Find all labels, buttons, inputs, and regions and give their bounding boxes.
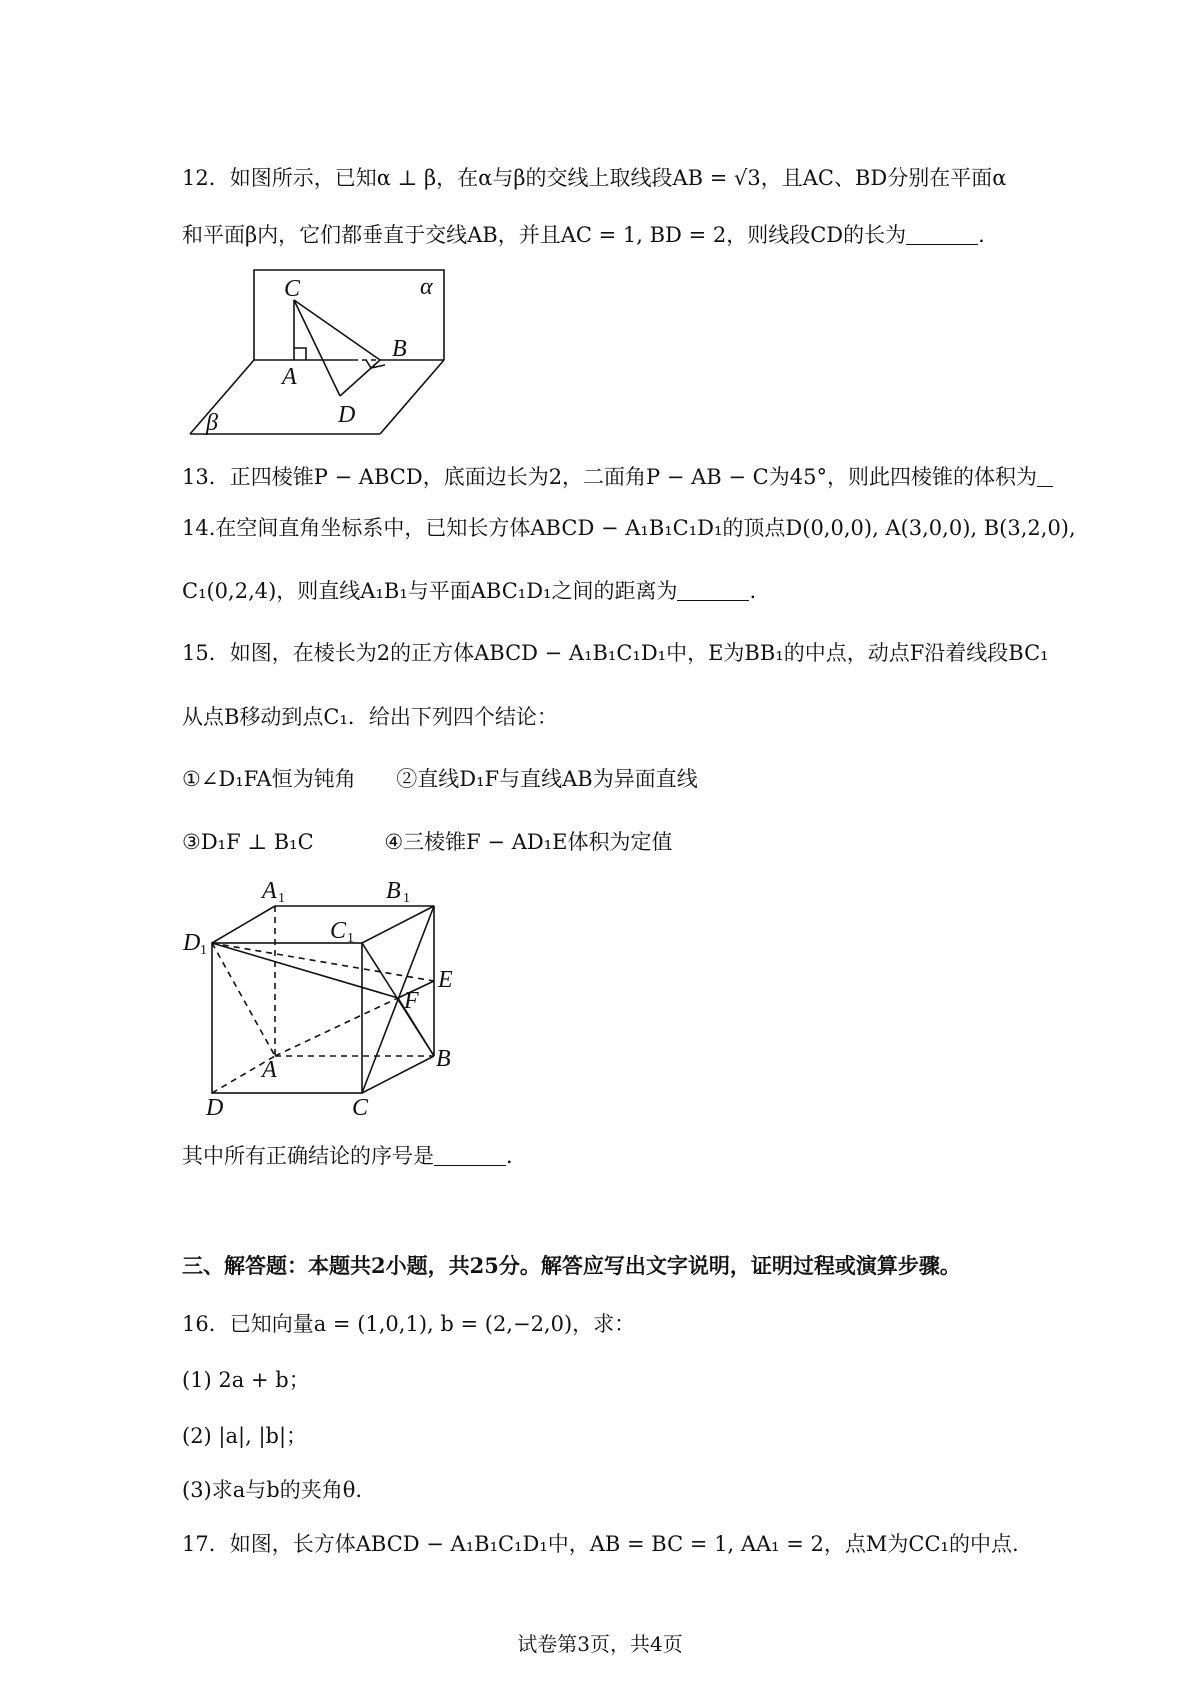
q16-part3: (3)求a与b的夹角θ. bbox=[182, 1478, 363, 1502]
q14-line2-text: C₁(0,2,4)，则直线A₁B₁与平面ABC₁D₁之间的距离为 bbox=[182, 579, 678, 603]
q15-conclusions-row1 bbox=[182, 769, 698, 790]
q12-line1: 12．如图所示，已知α ⊥ β，在α与β的交线上取线段AB = √3，且AC、BD分别在平面α bbox=[182, 166, 1007, 190]
q15-label-B: B bbox=[436, 1046, 451, 1072]
q15-conclusion-2: ②直线D₁F与直线AB为异面直线 bbox=[396, 767, 698, 791]
q15-label-A1-sub: 1 bbox=[278, 891, 285, 906]
q12-line2 bbox=[182, 224, 985, 246]
q15-label-D: D bbox=[206, 1095, 224, 1120]
q15-label-B1: B bbox=[386, 878, 401, 904]
q15-conclusion-3: ③D₁F ⊥ B₁C bbox=[182, 830, 314, 854]
q15-conclusion-4: ④三棱锥F − AD₁E体积为定值 bbox=[384, 830, 673, 854]
q14-line1: 14.在空间直角坐标系中，已知长方体ABCD − A₁B₁C₁D₁的顶点D(0,0,0), A(3,0,0), B(3,2,0), bbox=[182, 516, 1076, 540]
q15-label-A1: A bbox=[262, 878, 277, 904]
q15-line2: 从点B移动到点C₁．给出下列四个结论： bbox=[182, 705, 558, 729]
q12-label-B: B bbox=[392, 336, 407, 362]
q15-answer-blank bbox=[434, 1145, 506, 1166]
q16-part1: (1) 2a + b； bbox=[182, 1368, 310, 1392]
q14-line2 bbox=[182, 580, 756, 602]
q15-line1: 15．如图，在棱长为2的正方体ABCD − A₁B₁C₁D₁中，E为BB₁的中点，动点F沿着线段BC₁ bbox=[182, 641, 1049, 665]
q12-answer-blank bbox=[906, 224, 978, 245]
q15-ask-text: 其中所有正确结论的序号是 bbox=[182, 1144, 434, 1168]
q12-end: . bbox=[978, 223, 985, 247]
q15-label-B1-sub: 1 bbox=[403, 891, 410, 906]
page-footer: 试卷第3页，共4页 bbox=[517, 1632, 683, 1656]
q15-label-C: C bbox=[352, 1095, 369, 1120]
q15-ask bbox=[182, 1145, 513, 1167]
q12-line2-text: 和平面β内，它们都垂直于交线AB，并且AC = 1, BD = 2，则线段CD的长为 bbox=[182, 223, 907, 247]
q12-figure bbox=[180, 266, 480, 446]
q12-label-C: C bbox=[284, 276, 301, 302]
q15-conclusion-1: ①∠D₁FA恒为钝角 bbox=[182, 767, 356, 791]
section3-title: 三、解答题：本题共2小题，共25分。解答应写出文字说明，证明过程或演算步骤。 bbox=[182, 1253, 961, 1278]
q16-line1: 16．已知向量a = (1,0,1), b = (2,−2,0)，求： bbox=[182, 1312, 636, 1336]
q12-label-beta: β bbox=[206, 410, 218, 436]
q15-label-A: A bbox=[262, 1057, 277, 1083]
q15-label-C1: C bbox=[330, 918, 347, 944]
q12-label-D: D bbox=[338, 402, 356, 428]
q15-conclusions-row2 bbox=[182, 832, 672, 853]
q13-text: 13．正四棱锥P − ABCD，底面边长为2，二面角P − AB − C为45°，则此四棱锥的体积为 bbox=[182, 465, 1037, 489]
q15-label-F: F bbox=[404, 988, 419, 1014]
q15-cube-figure bbox=[180, 870, 460, 1120]
q13-line1 bbox=[182, 466, 1053, 488]
q15-label-D1-sub: 1 bbox=[200, 943, 207, 958]
q12-label-A: A bbox=[282, 364, 297, 390]
q12-label-alpha: α bbox=[420, 274, 433, 300]
q15-end: . bbox=[506, 1144, 513, 1168]
q14-answer-blank bbox=[677, 580, 749, 601]
q15-label-D1: D bbox=[183, 930, 201, 956]
q16-part2: (2) |a|, |b|； bbox=[182, 1424, 308, 1448]
q14-end: . bbox=[749, 579, 757, 603]
q17-line1: 17．如图，长方体ABCD − A₁B₁C₁D₁中，AB = BC = 1, AA₁ = 2，点M为CC₁的中点. bbox=[182, 1532, 1019, 1556]
q15-label-C1-sub: 1 bbox=[347, 931, 354, 946]
q13-answer-blank bbox=[1037, 466, 1053, 487]
q15-label-E: E bbox=[438, 967, 453, 993]
